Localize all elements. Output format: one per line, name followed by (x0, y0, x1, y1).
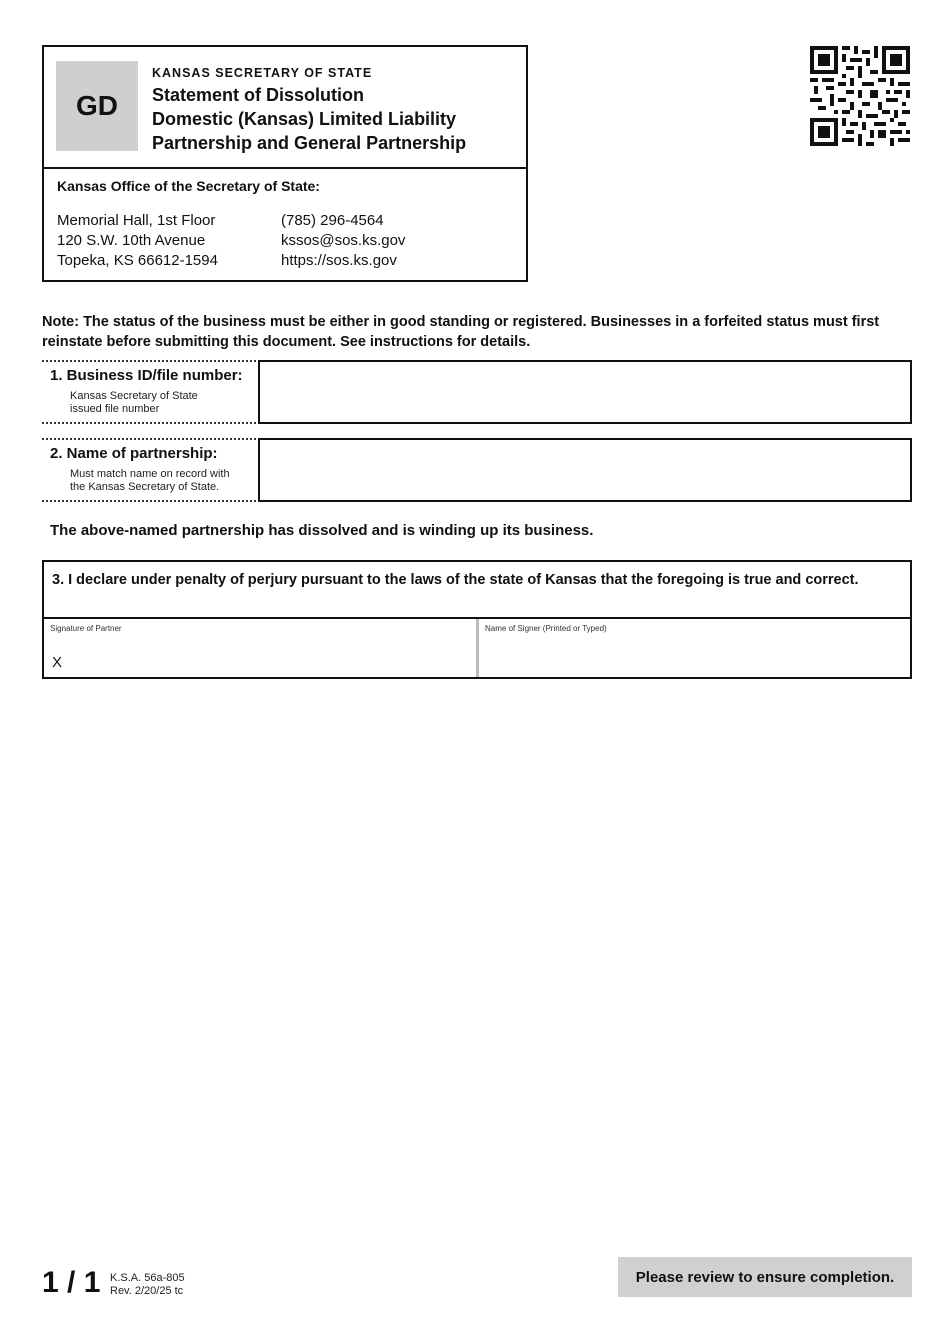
address-line-3: Topeka, KS 66612-1594 (57, 252, 218, 269)
form-title-block (44, 47, 526, 169)
form-code-badge: GD (56, 61, 138, 151)
signature-divider (476, 619, 479, 677)
business-id-help-line-2: issued file number (70, 403, 160, 415)
business-id-label (42, 360, 256, 424)
business-id-help (70, 390, 198, 416)
form-title-line-3: Partnership and General Partnership (152, 133, 467, 153)
partnership-name-help-line-2: the Kansas Secretary of State. (70, 481, 220, 493)
agency-name: KANSAS SECRETARY OF STATE (152, 66, 373, 80)
status-note: Note: The status of the business must be either in good standing or registered. Businesses in a forfeited status must first reinstate before submitting this document. See instructions for details. (42, 314, 880, 350)
form-title-line-1: Statement of Dissolution (152, 85, 365, 105)
business-id-input[interactable] (258, 360, 912, 424)
address-line-1: Memorial Hall, 1st Floor (57, 212, 216, 229)
partnership-name-help (70, 468, 230, 494)
signature-label: Signature of Partner (50, 624, 122, 633)
signature-field[interactable] (44, 619, 476, 677)
statute-reference: K.S.A. 56a-805 (110, 1272, 185, 1284)
form-header-box (42, 45, 528, 282)
declaration-text: 3. I declare under penalty of perjury pursuant to the laws of the state of Kansas that the foregoing is true and correct. (52, 572, 859, 588)
declaration-box (42, 560, 912, 679)
address-line-2: 120 S.W. 10th Avenue (57, 232, 206, 249)
business-id-title: 1. Business ID/file number: (50, 367, 243, 384)
partnership-name-input[interactable] (258, 438, 912, 502)
business-id-help-line-1: Kansas Secretary of State (70, 390, 198, 402)
office-phone: (785) 296-4564 (281, 212, 384, 229)
review-notice: Please review to ensure completion. (618, 1257, 912, 1297)
form-title-line-2: Domestic (Kansas) Limited Liability (152, 109, 457, 129)
signature-mark: X (52, 654, 63, 671)
revision-date: Rev. 2/20/25 tc (110, 1285, 184, 1297)
office-email[interactable]: kssos@sos.ks.gov (281, 232, 406, 249)
partnership-name-title: 2. Name of partnership: (50, 445, 218, 462)
dissolution-statement: The above-named partnership has dissolved and is winding up its business. (50, 522, 594, 539)
partnership-name-help-line-1: Must match name on record with (70, 468, 230, 480)
signer-name-label: Name of Signer (Printed or Typed) (485, 624, 607, 633)
office-heading: Kansas Office of the Secretary of State: (57, 178, 320, 194)
partnership-name-label (42, 438, 256, 502)
qr-code-icon (810, 46, 910, 146)
signer-name-input[interactable] (481, 634, 909, 677)
page-number: 1 / 1 (42, 1266, 101, 1299)
office-website[interactable]: https://sos.ks.gov (281, 252, 397, 269)
